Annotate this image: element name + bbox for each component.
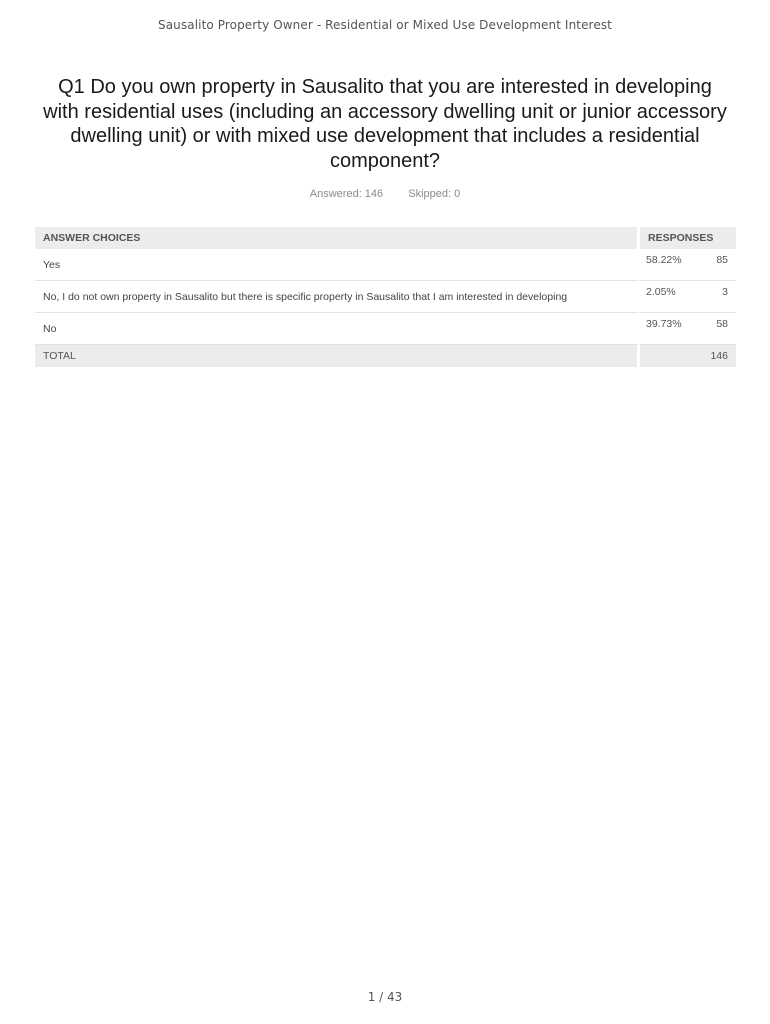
response-percent: 39.73% — [640, 313, 692, 345]
answer-choice: Yes — [35, 249, 640, 281]
total-row — [35, 345, 736, 367]
table-row — [35, 313, 736, 345]
answer-choices-header: ANSWER CHOICES — [35, 227, 640, 249]
page-number: 1 / 43 — [367, 990, 403, 1004]
document-header: Sausalito Property Owner - Residential or Mixed Use Development Interest — [158, 18, 612, 32]
response-percent: 58.22% — [640, 249, 692, 281]
response-percent: 2.05% — [640, 281, 692, 313]
answer-choice: No — [35, 313, 640, 345]
question-title: Q1 Do you own property in Sausalito that you are interested in developing with residential uses (including an accessory dwelling unit or junior accessory dwelling unit) or with mixed use development that includes a residential component? — [43, 76, 727, 172]
total-percent-cell — [640, 345, 692, 367]
table-row — [35, 281, 736, 313]
answer-choice: No, I do not own property in Sausalito but there is specific property in Sausalito that I am interested in developing — [35, 281, 640, 313]
answered-count: Answered: 146 — [309, 188, 384, 200]
total-label: TOTAL — [35, 345, 640, 367]
response-count: 58 — [692, 313, 736, 345]
response-count: 3 — [692, 281, 736, 313]
table-row — [35, 249, 736, 281]
table-header-row — [35, 227, 736, 249]
response-stats — [0, 188, 770, 200]
skipped-count: Skipped: 0 — [408, 188, 461, 200]
results-table — [35, 227, 736, 367]
total-count: 146 — [692, 345, 736, 367]
response-count: 85 — [692, 249, 736, 281]
responses-header: RESPONSES — [640, 227, 736, 249]
